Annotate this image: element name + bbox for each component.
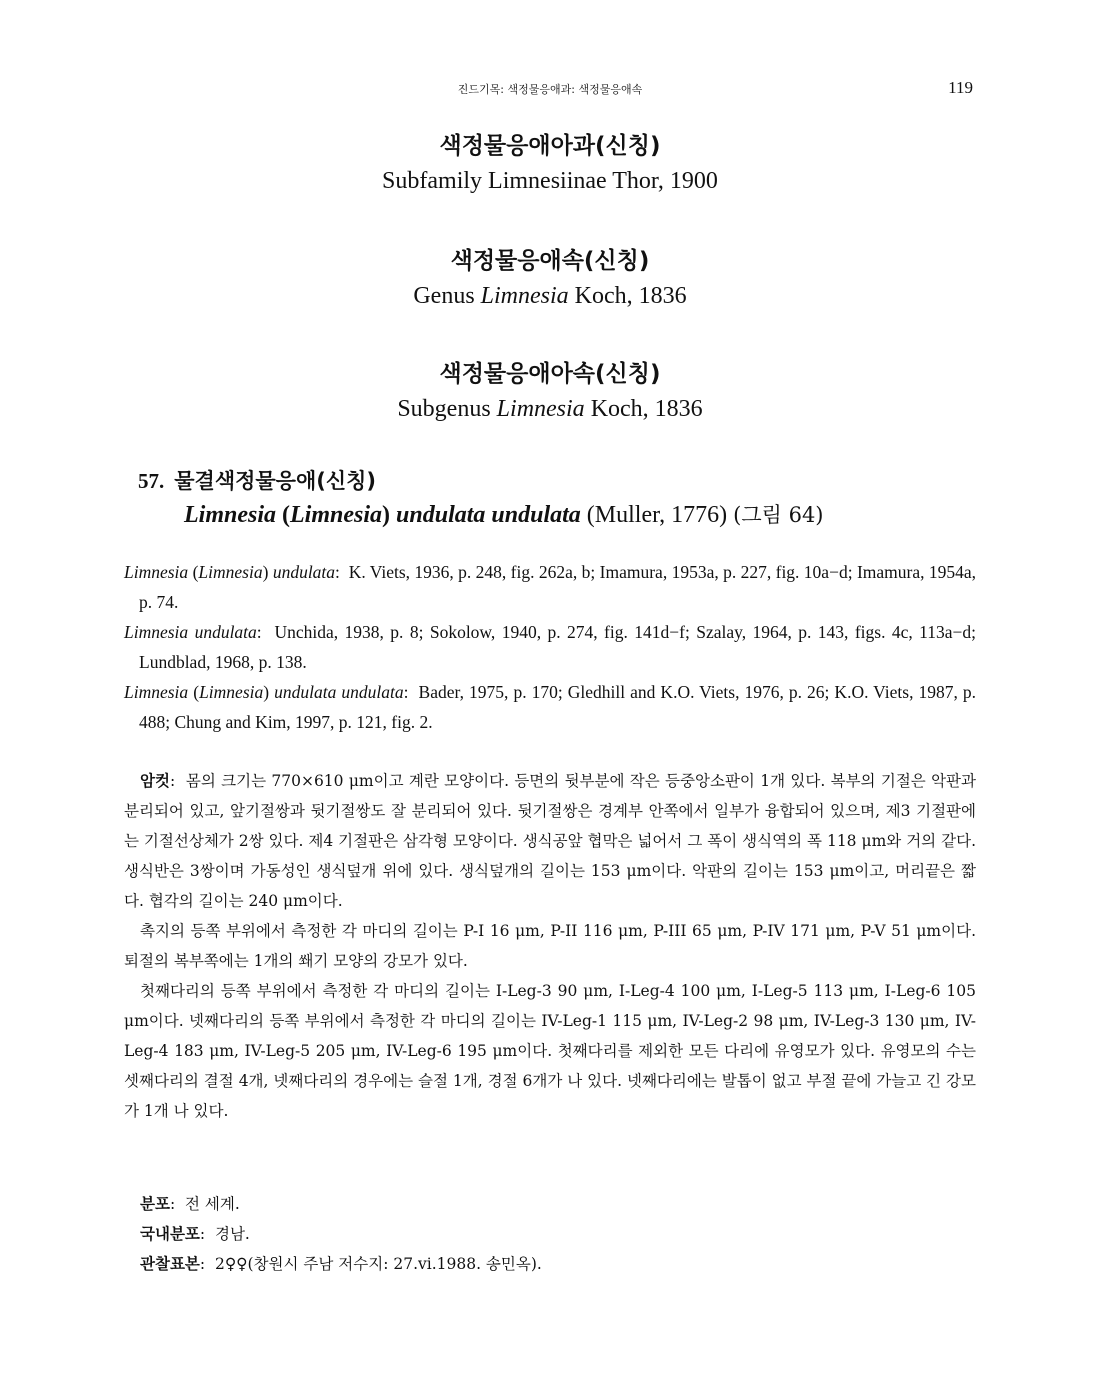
subfamily-latin-name: Subfamily Limnesiinae Thor, 1900 bbox=[382, 168, 718, 194]
synonym-references: Unchida, 1938, p. 8; Sokolow, 1940, p. 274, fig. 141d−f; Szalay, 1964, p. 143, figs. 4c, 113a−d; Lundblad, 1968, p. 138. bbox=[139, 622, 976, 672]
specimen-line: 관찰표본: 2♀♀(창원시 주남 저수지: 27.vi.1988. 송민옥). bbox=[140, 1254, 542, 1273]
genus-korean-name: 색정물응애속(신칭) bbox=[450, 248, 650, 274]
subgenus-rank-label: Subgenus bbox=[397, 396, 497, 422]
synonymy-list bbox=[124, 557, 976, 737]
synonym-epithet: undulata bbox=[272, 562, 336, 582]
distribution-value: 전 세계. bbox=[185, 1195, 240, 1213]
species-epithet: undulata undulata bbox=[396, 502, 581, 528]
species-heading bbox=[138, 464, 978, 532]
figure-reference: (그림 64) bbox=[733, 503, 824, 527]
synonymy-entry: Limnesia undulata: Unchida, 1938, p. 8; Sokolow, 1940, p. 274, fig. 141d−f; Szalay, 1964, p. 143, figs. 4c, 113a−d; Lundblad, 1968, p. 138. bbox=[124, 622, 976, 672]
synonym-subgenus: Limnesia bbox=[198, 562, 263, 582]
distribution-line: 분포: 전 세계. bbox=[140, 1194, 240, 1213]
specimen-label: 관찰표본 bbox=[140, 1254, 200, 1273]
subgenus-name: Limnesia bbox=[496, 396, 585, 422]
description-text: 몸의 크기는 770×610 μm이고 계란 모양이다. 등면의 뒷부분에 작은 등중앙소판이 1개 있다. 복부의 기절은 악판과 분리되어 있고, 앞기절쌍과 뒷기절쌍도 잘 분리되어 있다. 뒷기절쌍은 경계부 안쪽에서 일부가 융합되어 있으며, 제3 기절판에는 기절선상체가 2쌍 있다. 제4 기절판은 삼각형 모양이다. 생식공앞 협막은 넓어서 그 폭이 생식역의 폭 118 μm와 거의 같다. 생식반은 3쌍이며 가동성인 생식덮개 위에 있다. 생식덮개의 길이는 153 μm이다. 악판의 길이는 153 μm이고, 머리끝은 짧다. 협각의 길이는 240 μm이다. bbox=[124, 772, 977, 910]
distribution-section bbox=[140, 1189, 980, 1279]
domestic-distribution-line: 국내분포: 경남. bbox=[140, 1224, 250, 1243]
specimen-value: 2♀♀(창원시 주남 저수지: 27.vi.1988. 송민옥). bbox=[214, 1255, 542, 1273]
synonym-references: K. Viets, 1936, p. 248, fig. 262a, b; Imamura, 1953a, p. 227, fig. 10a−d; Imamura, 1954a, p. 74. bbox=[139, 562, 977, 612]
description-label: 암컷 bbox=[140, 771, 170, 790]
species-number: 57. bbox=[138, 469, 165, 493]
genus-rank-label: Genus bbox=[413, 283, 481, 309]
synonymy-entry: Limnesia (Limnesia) undulata: K. Viets, 1936, p. 248, fig. 262a, b; Imamura, 1953a, p. 227, fig. 10a−d; Imamura, 1954a, p. 74. bbox=[124, 562, 977, 612]
species-author: (Muller, 1776) bbox=[586, 502, 728, 528]
domestic-distribution-value: 경남. bbox=[214, 1225, 250, 1243]
domestic-distribution-label: 국내분포 bbox=[140, 1224, 200, 1243]
genus-latin-name bbox=[0, 280, 1100, 312]
subgenus-latin-name bbox=[0, 393, 1100, 425]
description-paragraph: 암컷: 몸의 크기는 770×610 μm이고 계란 모양이다. 등면의 뒷부분에 작은 등중앙소판이 1개 있다. 복부의 기절은 악판과 분리되어 있고, 앞기절쌍과 뒷기절쌍도 잘 분리되어 있다. 뒷기절쌍은 경계부 안쪽에서 일부가 융합되어 있으며, 제3 기절판에는 기절선상체가 2쌍 있다. 제4 기절판은 삼각형 모양이다. 생식공앞 협막은 넓어서 그 폭이 생식역의 폭 118 μm와 거의 같다. 생식반은 3쌍이며 가동성인 생식덮개 위에 있다. 생식덮개의 길이는 153 μm이다. 악판의 길이는 153 μm이고, 머리끝은 짧다. 협각의 길이는 240 μm이다. bbox=[124, 771, 977, 910]
synonym-subgenus: Limnesia bbox=[199, 682, 264, 702]
running-title: 진드기목: 색정물응애과: 색정물응애속 bbox=[457, 83, 643, 96]
subgenus-heading bbox=[0, 358, 1100, 425]
synonym-genus: Limnesia bbox=[124, 682, 189, 702]
species-subgenus: Limnesia bbox=[290, 502, 383, 528]
synonym-references: Bader, 1975, p. 170; Gledhill and K.O. Viets, 1976, p. 26; K.O. Viets, 1987, p. 488; Chung and Kim, 1997, p. 121, fig. 2. bbox=[139, 682, 977, 732]
genus-name: Limnesia bbox=[480, 283, 569, 309]
synonym-genus: Limnesia bbox=[124, 562, 189, 582]
species-scientific-name: Limnesia (Limnesia) undulata undulata (Muller, 1776) (그림 64) bbox=[184, 502, 824, 528]
species-genus: Limnesia bbox=[184, 502, 277, 528]
species-korean-name: 물결색정물응애(신칭) bbox=[174, 469, 377, 493]
subgenus-korean-name: 색정물응애아속(신칭) bbox=[439, 361, 661, 387]
page-number: 119 bbox=[948, 78, 973, 97]
distribution-label: 분포 bbox=[140, 1194, 170, 1213]
subgenus-author: Koch, 1836 bbox=[584, 396, 703, 422]
description-paragraph: 촉지의 등쪽 부위에서 측정한 각 마디의 길이는 P-I 16 μm, P-II 116 μm, P-III 65 μm, P-IV 171 μm, P-V 51 μm이다. 퇴절의 복부쪽에는 1개의 쐐기 모양의 강모가 있다. bbox=[124, 922, 976, 970]
genus-heading bbox=[0, 245, 1100, 312]
subfamily-heading bbox=[0, 130, 1100, 197]
synonym-name: Limnesia undulata bbox=[124, 622, 257, 642]
genus-author: Koch, 1836 bbox=[568, 283, 687, 309]
subfamily-korean-name: 색정물응애아과(신칭) bbox=[439, 133, 661, 159]
female-description bbox=[124, 766, 976, 1126]
synonymy-entry: Limnesia (Limnesia) undulata undulata: Bader, 1975, p. 170; Gledhill and K.O. Viets, 1976, p. 26; K.O. Viets, 1987, p. 488; Chung and Kim, 1997, p. 121, fig. 2. bbox=[124, 682, 977, 732]
running-header bbox=[0, 78, 1100, 98]
description-paragraph: 첫째다리의 등쪽 부위에서 측정한 각 마디의 길이는 I-Leg-3 90 μm, I-Leg-4 100 μm, I-Leg-5 113 μm, I-Leg-6 105 μm이다. 넷째다리의 등쪽 부위에서 측정한 각 마디의 길이는 IV-Leg-1 115 μm, IV-Leg-2 98 μm, IV-Leg-3 130 μm, IV-Leg-4 183 μm, IV-Leg-5 205 μm, IV-Leg-6 195 μm이다. 첫째다리를 제외한 모든 다리에 유영모가 있다. 유영모의 수는 셋째다리의 결절 4개, 넷째다리의 경우에는 슬절 1개, 경절 6개가 나 있다. 넷째다리에는 발톱이 없고 부절 끝에 가늘고 긴 강모가 1개 나 있다. bbox=[124, 982, 976, 1120]
species-title-line bbox=[138, 464, 978, 498]
synonym-epithet: undulata undulata bbox=[274, 682, 404, 702]
